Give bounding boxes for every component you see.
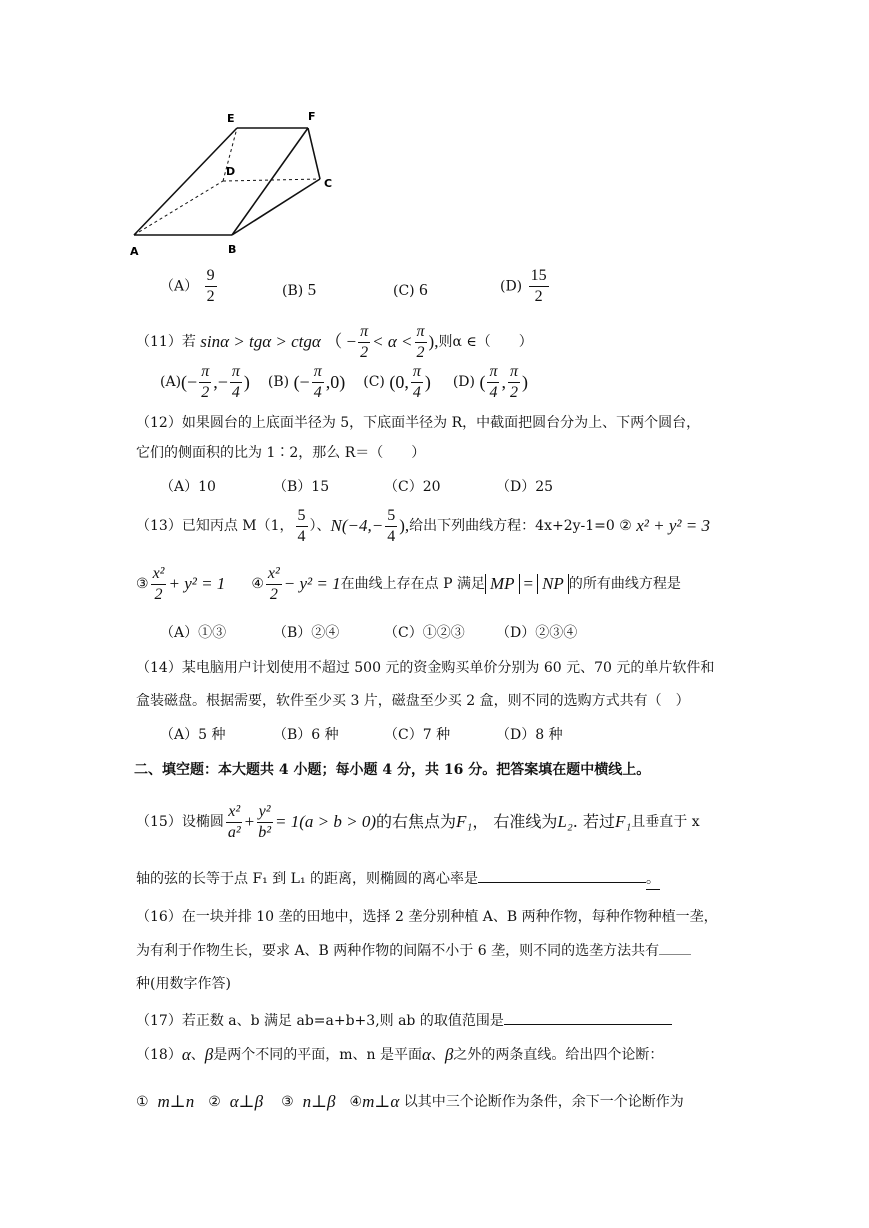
option-value: 5 [307,280,317,299]
q13-lead: 已知丙点 M（1， [181,518,294,534]
q15-mid: 的右焦点为 [376,812,457,831]
answer-blank[interactable] [478,882,646,883]
q12-line1: （12）如果圆台的上底面半径为 5，下底面半径为 R，中截面把圆台分为上、下两个圆台， [136,415,701,431]
q12-option-b: （B）15 [273,479,330,495]
q15-mid2: ， 右准线为 [472,812,558,831]
q15-line2 [136,869,660,890]
q16-line3: 种(用数字作答) [136,976,231,992]
q13-equation-3-tail: + y² = 1 [168,574,226,593]
q13-equation-2: x² + y² = 3 [636,516,710,535]
q18-text-c: 之外的两条直线。给出四个论断： [453,1047,664,1063]
option-label: (B) [267,374,290,390]
q10-option-b [282,280,316,301]
q11-options [160,360,528,404]
comma: , [404,372,409,392]
q12-option-d: （D）25 [496,479,554,495]
statement-3: n⊥β [302,1092,336,1111]
edge-bc [232,179,320,235]
q13-option-d: （D）②③④ [496,625,578,641]
question-number: （15）设椭圆 [136,814,224,830]
q10-option-c [393,280,428,301]
fraction: $\frac{\pi}{2}$ [416,322,425,361]
paren-open: (− [181,372,198,392]
circled-4: ④ [349,1094,363,1110]
fraction: $\frac{15}{2}$ [530,267,547,305]
q12-line2: 它们的侧面积的比为 1∶2，那么 R＝（ ） [136,445,426,461]
label-f: F [308,110,316,123]
paren-close: ) [424,372,431,392]
q13-mid: 给出下列曲线方程：4x+2y-1=0 ② [409,518,632,534]
fraction: $\frac{\pi}{4}$ [231,362,240,401]
fraction: $\frac{\pi}{2}$ [360,322,369,361]
q15-l2: L₂ [557,812,573,831]
circled-4: ④ [251,576,264,592]
sep: 、 [430,1047,445,1063]
question-number: （18） [136,1047,182,1063]
fraction: $\frac{\pi}{4}$ [313,362,322,401]
q15-line2-text: 轴的弦的长等于点 F₁ 到 L₁ 的距离，则椭圆的离心率是 [136,871,479,887]
q15-f1-again: F₁ [614,812,632,831]
sep: 、 [190,1047,205,1063]
q18-text-b: 是两个不同的平面，m、n 是平面 [213,1047,422,1063]
q14-option-d: （D）8 种 [496,727,563,743]
q10-option-a [160,268,219,312]
q10-option-d [500,268,551,312]
abs-mp: MP [485,574,520,594]
edge-fc [308,128,320,179]
q15-stem [136,800,700,844]
q18-line2 [136,1092,684,1112]
q11-cond-close: ), [428,332,439,351]
statement-1: m⊥n [157,1092,195,1111]
paren-close: ) [521,372,528,392]
beta: β [444,1045,454,1064]
label-d: D [226,165,236,178]
q11-cond-mid: < α < [372,332,413,351]
option-label: (D) [452,374,475,390]
q16-line2 [136,941,691,961]
fraction: $\frac{5}{4}$ [297,506,306,545]
q12-option-c: （C）20 [384,479,441,495]
q15-equation: = 1(a > b > 0) [275,812,377,831]
q13-stem [136,504,710,548]
q11-lead: 若 [181,334,196,350]
q14-line2: 盒装磁盘。根据需要，软件至少买 3 片，磁盘至少买 2 盒，则不同的选购方式共有（ ） [136,693,690,709]
circled-2: ② [208,1094,221,1110]
question-number: （13） [136,518,182,534]
q13-equation-4-tail: − y² = 1 [283,574,341,593]
statement-2: α⊥β [229,1092,264,1111]
q15-mid3: . 若过 [572,812,615,831]
q14-option-b: （B）6 种 [273,727,339,743]
answer-blank[interactable] [504,1024,672,1025]
answer-blank[interactable] [659,954,691,955]
q13-point-n: N(−4,− [330,516,384,535]
plus: + [244,812,255,831]
fraction: $\frac{\pi}{4}$ [412,362,421,401]
q18-line1 [136,1045,663,1065]
fraction: $\frac{5}{4}$ [387,506,396,545]
option-label: （A） [160,278,199,295]
option-label: (B) [282,283,304,299]
comma: ,− [213,372,228,392]
fraction: $\frac{\text{x²}}{\text{a²}}$ [227,802,241,841]
section-heading: 二、填空题：本大题共 4 小题；每小题 4 分，共 16 分。把答案填在题中横线上。 [134,762,651,778]
q13-condition-tail: 的所有曲线方程是 [568,576,681,592]
paren-open: (− [293,372,310,392]
question-number: （11） [136,334,182,350]
option-value: 6 [419,280,428,299]
q15-tail: 且垂直于 x [631,814,700,830]
q13-option-b: （B）②④ [273,625,340,641]
prism-figure [120,105,350,265]
q11-inequality: sinα > tgα > ctgα [200,332,321,351]
circled-3: ③ [281,1094,294,1110]
q15-f1: F₁ [456,812,473,831]
comma: , [325,372,331,392]
circled-3: ③ [136,576,149,592]
abs-np: NP [537,574,569,594]
circled-1: ① [136,1094,149,1110]
paren-close: ) [339,372,346,392]
q15-end: 。 [646,869,660,890]
paren-open: ( [389,372,396,392]
alpha: α [181,1045,191,1064]
q12-option-a: （A）10 [160,479,216,495]
q13-equations [136,562,681,606]
alpha: α [421,1045,431,1064]
q17-text: （17）若正数 a、b 满足 ab=a+b+3,则 ab 的取值范围是 [136,1013,504,1029]
zero: 0 [395,372,405,392]
option-label: (D) [500,278,523,295]
q13-condition: 在曲线上存在点 P 满足 [340,576,485,592]
comma: , [501,372,506,392]
fraction: $\frac{\pi}{2}$ [509,362,518,401]
q11-stem [136,320,533,364]
label-c: C [324,177,333,190]
label-e: E [227,112,235,125]
zero: 0 [330,372,340,392]
q13-option-a: （A）①③ [160,625,227,641]
q16-line1: （16）在一块并排 10 垄的田地中，选择 2 垄分别种植 A、B 两种作物，每种作物种植一垄， [136,909,718,925]
q11-cond-open: （ − [325,332,357,351]
q14-line1: （14）某电脑用户计划使用不超过 500 元的资金购买单价分别为 60 元、70 元的单片软件和 [136,660,715,676]
q13-sep: ）、 [309,518,331,534]
paren-open: ( [479,372,486,392]
fraction: $\frac{\text{x²}}{2}$ [267,564,280,603]
q16-line2-text: 为有利于作物生长，要求 A、B 两种作物的间隔不小于 6 垄，则不同的选垄方法共有 [136,943,660,959]
q11-tail: 则α ∈（ ） [438,334,533,350]
q17-stem [136,1011,672,1031]
q13-point-n-close: ), [399,516,410,535]
beta: β [204,1045,214,1064]
statement-4: m⊥α [362,1092,400,1111]
fraction: $\frac{\pi}{4}$ [489,362,498,401]
fraction: $\frac{\text{x²}}{2}$ [152,564,165,603]
paren-close: ) [243,372,250,392]
q13-option-c: （C）①②③ [384,625,465,641]
fraction: $\frac{\text{y²}}{\text{b²}}$ [258,802,272,841]
option-label: (C) [363,374,385,390]
q18-tail: 以其中三个论断作为条件，余下一个论断作为 [403,1094,684,1110]
q14-option-c: （C）7 种 [384,727,451,743]
fraction: $\frac{\pi}{2}$ [201,362,210,401]
fraction: $\frac{9}{2}$ [206,267,215,305]
option-label: (A) [160,374,182,390]
label-a: A [130,245,139,258]
option-label: (C) [393,283,415,299]
edge-bf [232,128,308,235]
q14-option-a: （A）5 种 [160,727,226,743]
label-b: B [228,243,237,256]
equals: = [523,574,534,593]
